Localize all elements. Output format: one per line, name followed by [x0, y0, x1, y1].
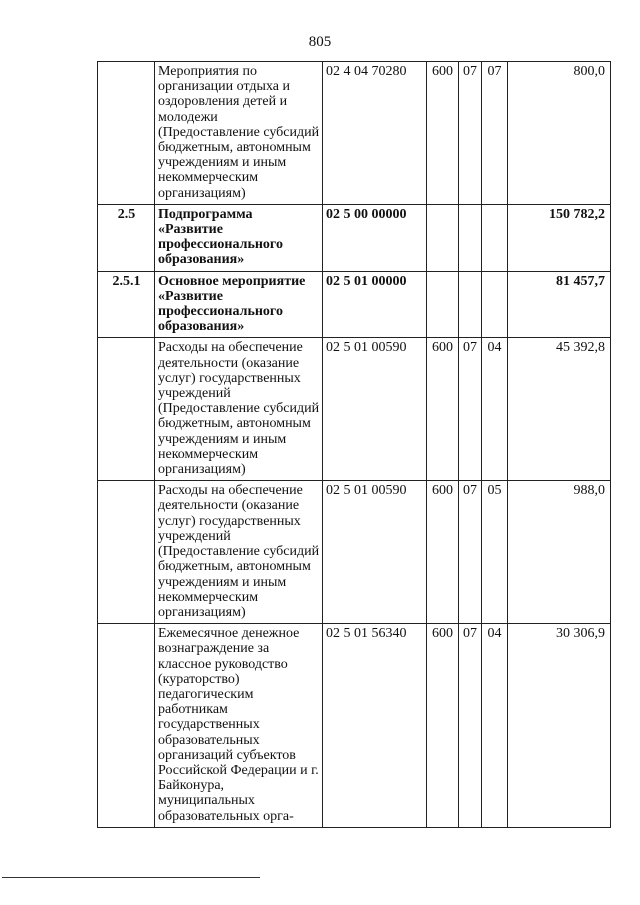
table-row [98, 271, 611, 338]
row-code-cell: 02 5 00 00000 [323, 204, 427, 271]
table-row [98, 338, 611, 481]
row-name-cell: Основное мероприятие «Развитие профессионального образования» [155, 271, 323, 338]
budget-table [97, 61, 611, 828]
row-rz-cell [459, 204, 482, 271]
row-code-cell: 02 5 01 56340 [323, 624, 427, 828]
row-vr-cell: 600 [427, 624, 459, 828]
row-rz-cell: 07 [459, 624, 482, 828]
row-amount-cell: 800,0 [508, 62, 611, 205]
row-code-cell: 02 4 04 70280 [323, 62, 427, 205]
row-number-cell: 2.5.1 [98, 271, 155, 338]
row-vr-cell [427, 271, 459, 338]
page-number: 805 [308, 34, 332, 50]
row-code-cell: 02 5 01 00590 [323, 481, 427, 624]
row-amount-cell: 45 392,8 [508, 338, 611, 481]
row-name-cell: Ежемесячное денежное вознаграждение за классное руководство (кураторство) педагогическим работникам государственных образовательных организаций субъектов Российской Федерации и г. Байконура, муниципальных образовательных орга- [155, 624, 323, 828]
row-rz-cell: 07 [459, 338, 482, 481]
row-vr-cell: 600 [427, 481, 459, 624]
row-rz-cell [459, 271, 482, 338]
row-name-cell: Мероприятия по организации отдыха и оздоровления детей и молодежи (Предоставление субсидий бюджетным, автономным учреждениям и иным некоммерческим организациям) [155, 62, 323, 205]
row-rz-cell: 07 [459, 481, 482, 624]
row-pr-cell: 04 [482, 624, 508, 828]
table-row [98, 62, 611, 205]
table-row [98, 204, 611, 271]
row-pr-cell: 07 [482, 62, 508, 205]
row-number-cell [98, 338, 155, 481]
row-vr-cell: 600 [427, 338, 459, 481]
footnote-separator [2, 877, 260, 878]
row-code-cell: 02 5 01 00000 [323, 271, 427, 338]
row-pr-cell: 05 [482, 481, 508, 624]
row-amount-cell: 150 782,2 [508, 204, 611, 271]
row-vr-cell [427, 204, 459, 271]
row-name-cell: Расходы на обеспечение деятельности (оказание услуг) государственных учреждений (Предоставление субсидий бюджетным, автономным учреждениям и иным некоммерческим организациям) [155, 338, 323, 481]
row-rz-cell: 07 [459, 62, 482, 205]
row-name-cell: Подпрограмма «Развитие профессионального образования» [155, 204, 323, 271]
row-number-cell [98, 62, 155, 205]
row-amount-cell: 30 306,9 [508, 624, 611, 828]
budget-table-body [98, 62, 611, 828]
row-number-cell [98, 624, 155, 828]
row-code-cell: 02 5 01 00590 [323, 338, 427, 481]
row-vr-cell: 600 [427, 62, 459, 205]
row-amount-cell: 988,0 [508, 481, 611, 624]
table-row [98, 481, 611, 624]
row-amount-cell: 81 457,7 [508, 271, 611, 338]
row-name-cell: Расходы на обеспечение деятельности (оказание услуг) государственных учреждений (Предоставление субсидий бюджетным, автономным учреждениям и иным некоммерческим организациям) [155, 481, 323, 624]
row-pr-cell [482, 271, 508, 338]
row-number-cell [98, 481, 155, 624]
row-number-cell: 2.5 [98, 204, 155, 271]
row-pr-cell: 04 [482, 338, 508, 481]
row-pr-cell [482, 204, 508, 271]
table-row [98, 624, 611, 828]
